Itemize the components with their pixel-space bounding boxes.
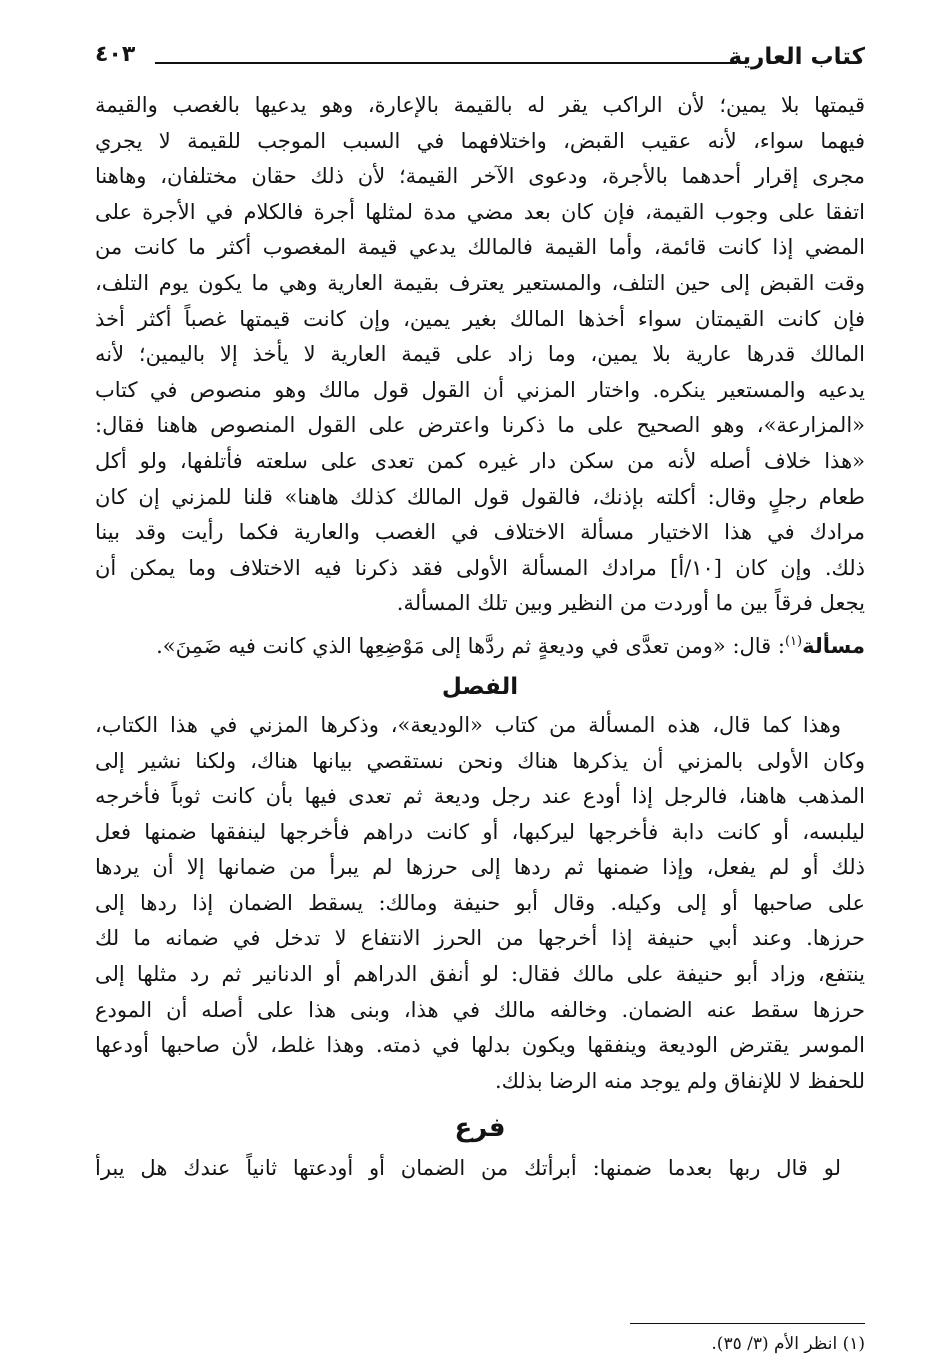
text-line: ذلك أو لم يفعل، وإذا ضمنها ثم ردها إلى حرزها لم يبرأ من ضمانها إلا أن يردها <box>95 855 865 880</box>
book-page <box>95 38 865 1354</box>
text-line: طعام رجلٍ وقال: أكلته بإذنك، فالقول قول المالك كذلك هاهنا» قلنا للمزني إن كان <box>95 484 865 509</box>
text-line: ينتفع، وزاد أبو حنيفة على مالك فقال: لو أنفق الدراهم أو الدنانير ثم رد مثلها إلى <box>95 962 865 987</box>
masala-text: : قال: «ومن تعدَّى في وديعةٍ ثم ردَّها إلى مَوْضِعِها الذي كانت فيه ضَمِنَ». <box>156 633 785 658</box>
paragraph-far <box>95 1151 865 1187</box>
text-line: الموسر يقترض الوديعة وينفقها ويكون بدلها في ذمته. وهذا غلط، لأن صاحبها أودعها <box>95 1033 865 1058</box>
masala-statement <box>95 624 865 664</box>
text-line: اتفقا على وجوب القيمة، فإن كان بعد مضي مدة لمثلها أجرة فالكلام في الأجرة على <box>95 199 865 224</box>
text-line: وكان الأولى بالمزني أن يذكرها هناك ونحن نستقصي بيانها هناك، ولكنا نشير إلى <box>95 748 865 773</box>
text-line: لو قال ربها بعدما ضمنها: أبرأتك من الضمان أو أودعتها ثانياً عندك هل يبرأ <box>95 1156 841 1181</box>
footnote-number: (١) <box>842 1334 865 1354</box>
running-title: كتاب العارية <box>728 44 865 70</box>
header-rule <box>155 62 737 64</box>
text-line: المضي إذا كانت قائمة، وأما القيمة فالمالك يدعي قيمة المغصوب أكثر ما كانت من <box>95 235 865 260</box>
text-line: المالك قدرها عارية بلا يمين، وما زاد على قيمة العارية لا يأخذ إلا باليمين؛ لأنه <box>95 342 865 367</box>
text-line: مرادك في هذا الاختيار مسألة الاختلاف في الغصب والعارية فكما رأيت وقد بينا <box>95 520 865 545</box>
text-line: «هذا خلاف أصله لأنه من سكن دار غيره كمن تعدى على سلعته فأتلفها، ولو أكل <box>95 448 865 473</box>
masala-label: مسألة <box>802 633 865 658</box>
paragraph-fasl <box>95 708 865 1100</box>
text-line: ليلبسه، أو كانت دابة فأخرجها ليركبها، أو كانت دراهم فأخرجها لينفقها ضمنها فعل <box>95 819 865 844</box>
text-line: «المزارعة»، وهو الصحيح على ما ذكرنا واعترض على القول المنصوص هاهنا فقال: <box>95 413 865 438</box>
text-line: فيهما سواء، لأنه عقيب القبض، واختلافهما في السبب الموجب للقيمة لا يجري <box>95 128 865 153</box>
text-line: للحفظ لا للإنفاق ولم يوجد منه الرضا بذلك. <box>494 1068 865 1093</box>
text-line: وهذا كما قال، هذه المسألة من كتاب «الوديعة»، وذكرها المزني في هذا الكتاب، <box>95 712 841 737</box>
footnote <box>711 1334 865 1354</box>
text-line: ذلك. وإن كان [١٠/أ] مرادك المسألة الأولى فقد ذكرنا فيه الاختلاف وما يمكن أن <box>95 555 865 580</box>
text-line: فإن كانت القيمتان سواء أخذها المالك بغير يمين، وإن كانت قيمتها غصباً أكثر أخذ <box>95 306 865 331</box>
text-line: قيمتها بلا يمين؛ لأن الراكب يقر له بالقيمة بالإعارة، وهو يدعيها بالغصب والقيمة <box>95 93 865 117</box>
page-header <box>95 38 865 88</box>
paragraph-main <box>95 88 865 622</box>
text-line: حرزها سقط عنه الضمان. وخالفه مالك في هذا، وبنى هذا على أصله أن المودع <box>95 997 865 1022</box>
footnote-reference: (١) <box>784 633 803 649</box>
text-line: وقت القبض إلى حين التلف، والمستعير يعترف بقيمة العارية وهي ما يكون يوم التلف، <box>95 270 865 295</box>
page-number: ٤٠٣ <box>95 42 136 67</box>
footnote-text: انظر الأم (٣/ ٣٥). <box>711 1334 838 1354</box>
text-line: المذهب هاهنا، فالرجل إذا أودع عند رجل وديعة ثم تعدى فيها بأن كانت ثوباً فأخرجه <box>95 784 865 809</box>
section-heading-far: فرع <box>454 1113 506 1144</box>
section-heading-fasl: الفصل <box>441 673 519 700</box>
text-line: يجعل فرقاً بين ما أوردت من النظير وبين تلك المسألة. <box>396 591 865 616</box>
text-line: يدعيه والمستعير ينكره. واختار المزني أن القول قول مالك وهو منصوص في كتاب <box>95 377 865 402</box>
text-line: مجرى إقرار أحدهما بالأجرة، ودعوى الآخر القيمة؛ لأن ذلك حقان مختلفان، وهاهنا <box>95 164 865 189</box>
text-line: على صاحبها أو إلى وكيله. وقال أبو حنيفة ومالك: يسقط الضمان إذا ردها إلى <box>95 890 865 915</box>
text-line: حرزها. وعند أبي حنيفة إذا أخرجها من الحرز الانتفاع لا تدخل في ضمانه ما لك <box>95 926 865 951</box>
footnote-rule <box>630 1323 865 1324</box>
